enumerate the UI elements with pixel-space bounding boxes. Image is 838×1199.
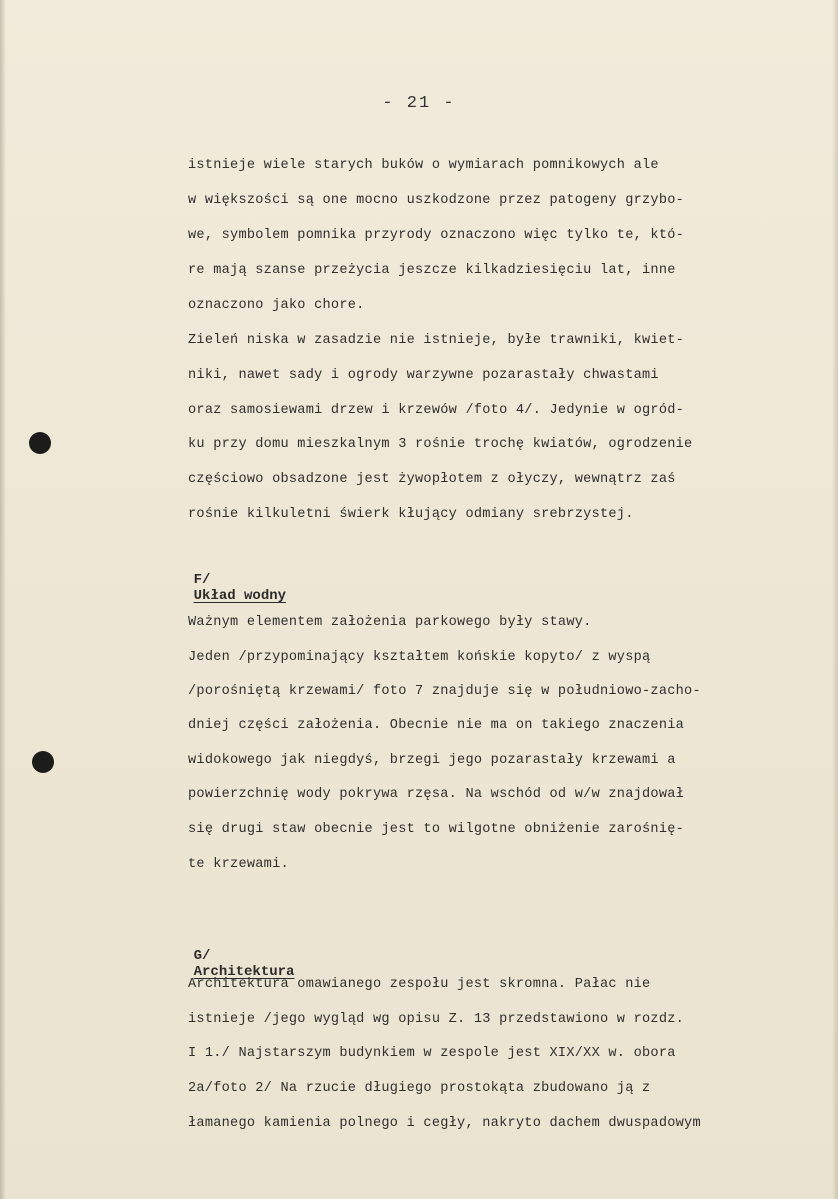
text-line: się drugi staw obecnie jest to wilgotne obniżenie zarośnię- bbox=[188, 822, 685, 837]
section-heading-f bbox=[160, 556, 286, 620]
page-edge-left bbox=[0, 0, 6, 1199]
text-line: istnieje /jego wygląd wg opisu Z. 13 przedstawiono w rozdz. bbox=[188, 1012, 685, 1027]
page-edge-right bbox=[832, 0, 838, 1199]
section-letter: F/ bbox=[193, 572, 211, 588]
text-line: łamanego kamienia polnego i cegły, nakryto dachem dwuspadowym bbox=[188, 1116, 701, 1131]
text-line: w większości są one mocno uszkodzone przez patogeny grzybo- bbox=[188, 193, 685, 208]
text-line: powierzchnię wody pokrywa rzęsa. Na wschód od w/w znajdował bbox=[188, 787, 685, 802]
text-line: istnieje wiele starych buków o wymiarach pomnikowych ale bbox=[188, 158, 659, 173]
text-line: Zieleń niska w zasadzie nie istnieje, byłe trawniki, kwiet- bbox=[188, 333, 685, 348]
punch-hole bbox=[32, 751, 54, 773]
section-title: Układ wodny bbox=[193, 588, 287, 604]
text-line: I 1./ Najstarszym budynkiem w zespole jest XIX/XX w. obora bbox=[188, 1046, 676, 1061]
text-line: dniej części założenia. Obecnie nie ma on takiego znaczenia bbox=[188, 718, 685, 733]
text-line: niki, nawet sady i ogrody warzywne pozarastały chwastami bbox=[188, 368, 659, 383]
text-line: oznaczono jako chore. bbox=[188, 298, 365, 313]
text-line: Ważnym elementem założenia parkowego były stawy. bbox=[188, 615, 592, 630]
text-line: Jeden /przypominający kształtem końskie kopyto/ z wyspą bbox=[188, 650, 651, 665]
section-title: Architektura bbox=[193, 964, 295, 980]
text-line: /porośniętą krzewami/ foto 7 znajduje się w południowo-zacho- bbox=[188, 684, 701, 699]
text-line: oraz samosiewami drzew i krzewów /foto 4/. Jedynie w ogród- bbox=[188, 403, 685, 418]
punch-hole bbox=[29, 432, 51, 454]
text-line: we, symbolem pomnika przyrody oznaczono więc tylko te, któ- bbox=[188, 228, 685, 243]
page-number: - 21 - bbox=[382, 94, 456, 113]
section-letter: G/ bbox=[193, 948, 211, 964]
text-line: widokowego jak niegdyś, brzegi jego pozarastały krzewami a bbox=[188, 753, 676, 768]
text-line: rośnie kilkuletni świerk kłujący odmiany srebrzystej. bbox=[188, 507, 634, 522]
text-line: te krzewami. bbox=[188, 857, 289, 872]
text-line: re mają szanse przeżycia jeszcze kilkadziesięciu lat, inne bbox=[188, 263, 676, 278]
text-line: Architektura omawianego zespołu jest skromna. Pałac nie bbox=[188, 977, 651, 992]
text-line: częściowo obsadzone jest żywopłotem z ołyczy, wewnątrz zaś bbox=[188, 472, 676, 487]
text-line: ku przy domu mieszkalnym 3 rośnie trochę kwiatów, ogrodzenie bbox=[188, 437, 693, 452]
text-line: 2a/foto 2/ Na rzucie długiego prostokąta zbudowano ją z bbox=[188, 1081, 651, 1096]
